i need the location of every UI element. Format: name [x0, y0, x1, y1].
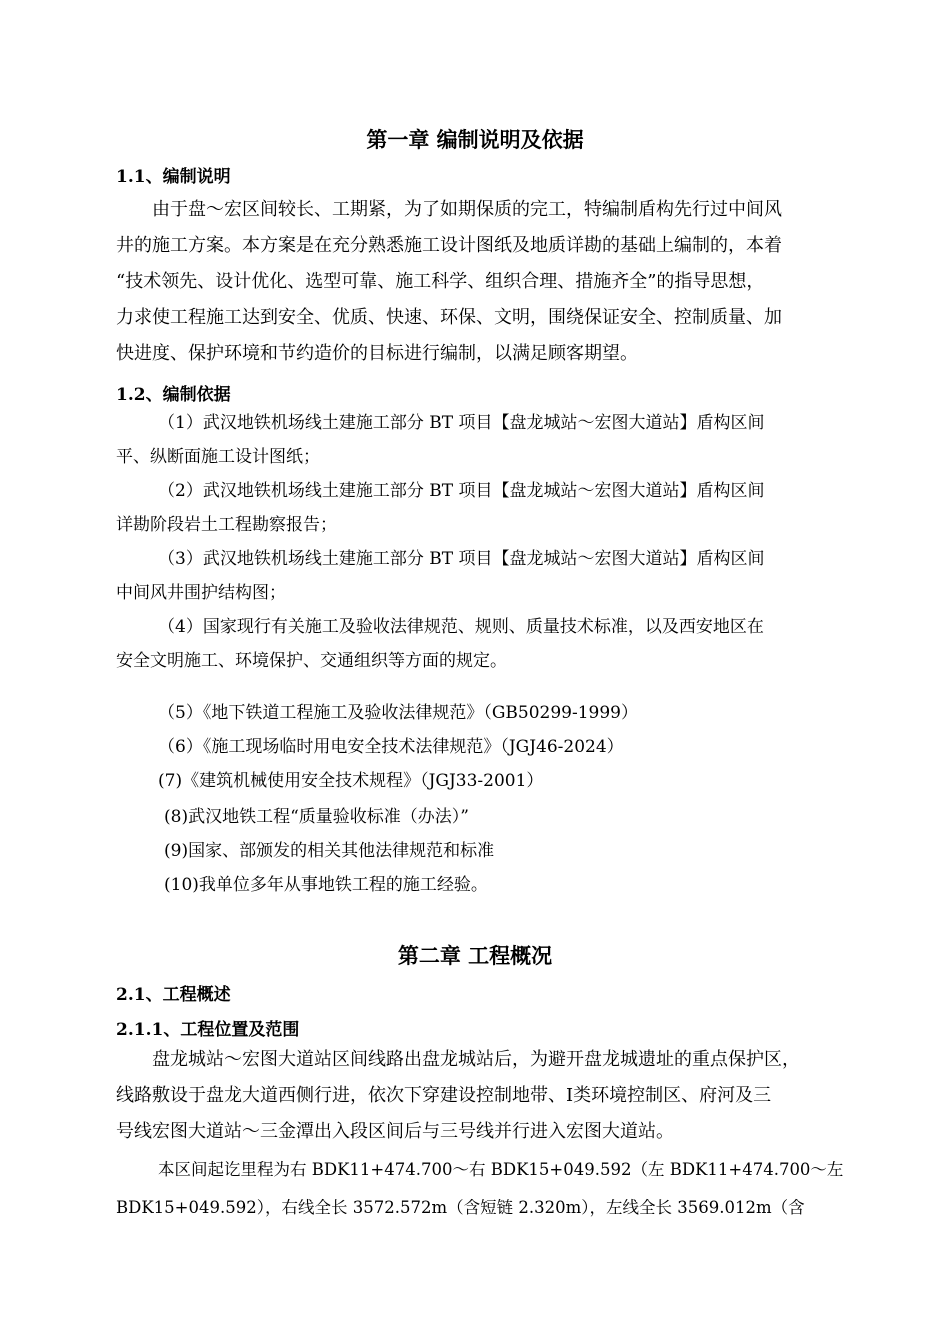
chapter-1-title: 第一章 编制说明及依据 [366, 127, 584, 152]
section-1-1-heading: 1.1、编制说明 [116, 167, 231, 187]
basis-item-7: (7)《建筑机械使用安全技术规程》（JGJ33-2001） [158, 771, 544, 791]
basis-item-4-line2: 安全文明施工、环境保护、交通组织等方面的规定。 [116, 651, 507, 671]
basis-item-9: (9)国家、部颁发的相关其他法律规范和标准 [164, 841, 495, 861]
section-2-1-heading: 2.1、工程概述 [116, 985, 231, 1005]
paragraph-line: BDK15+049.592），右线全长 3572.572m（含短链 2.320m），左线全长 3569.012m（含 [116, 1198, 805, 1217]
paragraph-line: 线路敷设于盘龙大道西侧行进，依次下穿建设控制地带、Ⅰ类环境控制区、府河及三 [116, 1085, 772, 1106]
basis-item-1-line2: 平、纵断面施工设计图纸； [116, 447, 320, 467]
chapter-2-title: 第二章 工程概况 [397, 943, 553, 968]
basis-item-10: (10)我单位多年从事地铁工程的施工经验。 [164, 875, 488, 895]
basis-item-4-line1: （4）国家现行有关施工及验收法律规范、规则、质量技术标准，以及西安地区在 [158, 617, 764, 637]
paragraph-line: 号线宏图大道站～三金潭出入段区间后与三号线并行进入宏图大道站。 [116, 1121, 674, 1142]
paragraph-line: 力求使工程施工达到安全、优质、快速、环保、文明，围绕保证安全、控制质量、加 [116, 307, 782, 328]
paragraph-line: 井的施工方案。本方案是在充分熟悉施工设计图纸及地质详勘的基础上编制的，本着 [116, 235, 782, 256]
section-1-1-paragraph [116, 192, 782, 372]
basis-item-3-line2: 中间风井围护结构图； [116, 583, 286, 603]
chainage-paragraph [116, 1151, 843, 1227]
paragraph-line: 本区间起讫里程为右 BDK11+474.700～右 BDK15+049.592（左 BDK11+474.700～左 [158, 1160, 844, 1179]
basis-item-5: （5）《地下铁道工程施工及验收法律规范》（GB50299-1999） [158, 703, 638, 723]
basis-item-6: （6）《施工现场临时用电安全技术法律规范》（JGJ46-2024） [158, 737, 624, 757]
section-1-2-heading: 1.2、编制依据 [116, 385, 231, 405]
location-paragraph [116, 1042, 800, 1150]
basis-item-2-line1: （2）武汉地铁机场线土建施工部分 BT 项目【盘龙城站～宏图大道站】盾构区间 [158, 481, 765, 501]
section-2-1-1-heading: 2.1.1、工程位置及范围 [116, 1020, 300, 1040]
basis-item-3-line1: （3）武汉地铁机场线土建施工部分 BT 项目【盘龙城站～宏图大道站】盾构区间 [158, 549, 765, 569]
basis-item-2-line2: 详勘阶段岩土工程勘察报告； [116, 515, 337, 535]
basis-list [116, 406, 764, 678]
paragraph-line: “技术领先、设计优化、选型可靠、施工科学、组织合理、措施齐全”的指导思想， [116, 271, 765, 292]
basis-item-1-line1: （1）武汉地铁机场线土建施工部分 BT 项目【盘龙城站～宏图大道站】盾构区间 [158, 413, 765, 433]
paragraph-line: 快进度、保护环境和节约造价的目标进行编制，以满足顾客期望。 [116, 343, 638, 364]
paragraph-line: 由于盘～宏区间较长、工期紧，为了如期保质的完工，特编制盾构先行过中间风 [152, 199, 782, 220]
basis-item-8: (8)武汉地铁工程“质量验收标准（办法）” [164, 807, 469, 827]
paragraph-line: 盘龙城站～宏图大道站区间线路出盘龙城站后，为避开盘龙城遗址的重点保护区， [152, 1049, 800, 1070]
